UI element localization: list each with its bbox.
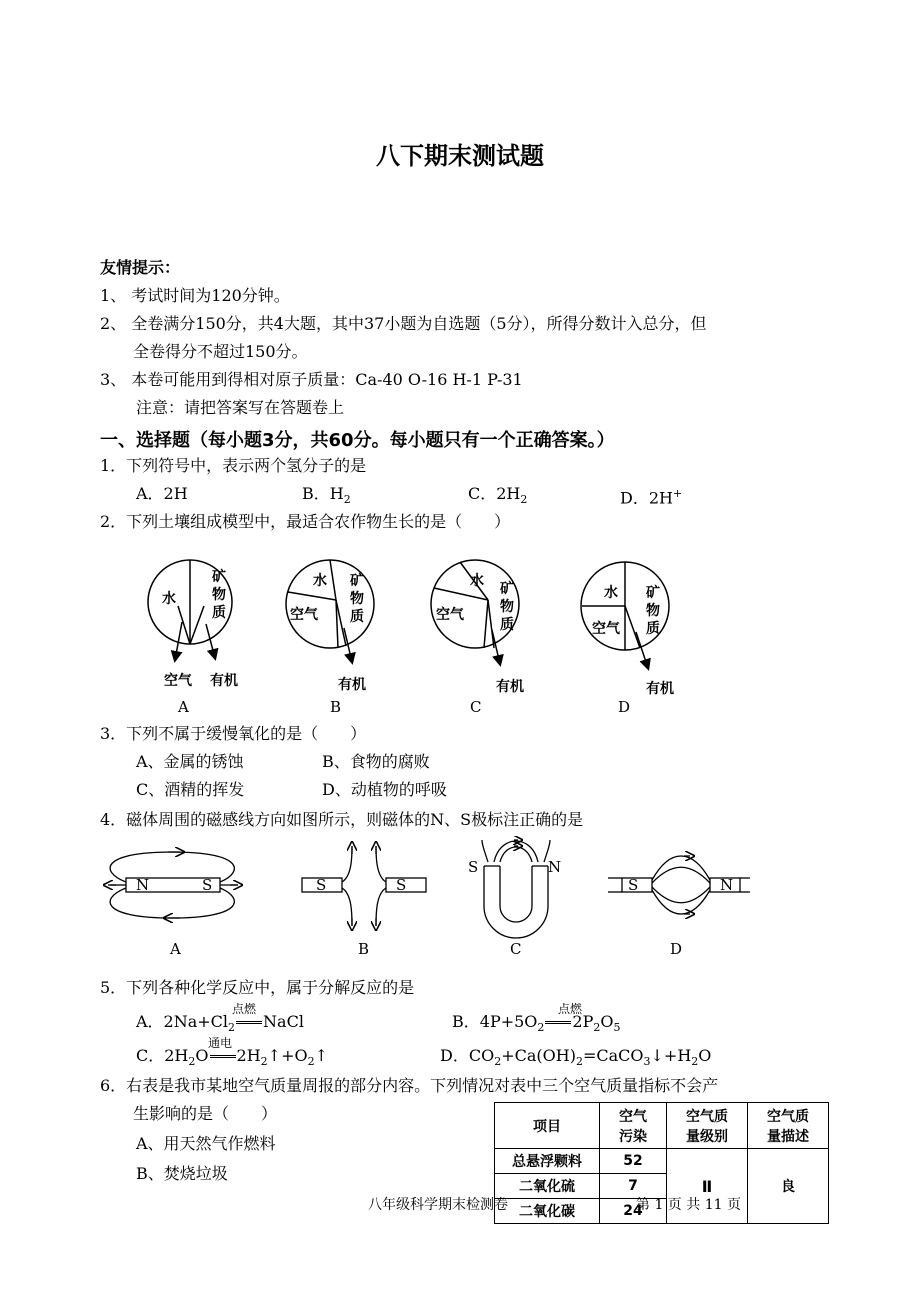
q1-option-d: D．2H+ [620,487,683,508]
q2d-air-label: 空气 [592,621,620,637]
q2c-mineral-2: 物 [500,599,514,615]
q4-option-a: A [170,940,181,958]
q4-stem: 4．磁体周围的磁感线方向如图所示，则磁体的N、S极标注正确的是 [100,810,584,829]
page-title: 八下期末测试题 [376,142,544,170]
q3-option-d: D、动植物的呼吸 [322,780,447,799]
q5-option-b: B．$4P+5O_2$ $2P_2O_5$ [452,1012,621,1035]
q5-stem: 5．下列各种化学反应中，属于分解反应的是 [100,978,415,997]
q1-option-c: C．$2H_2$ [468,484,528,507]
q2-option-c: C [470,698,482,716]
q3-option-c: C、酒精的挥发 [136,780,245,799]
row-item: 总悬浮颗料 [495,1149,600,1174]
q1-option-b: B．$H_2$ [302,484,351,507]
q5-option-c: C．$2H_2O$ $2H_2↑+O_2↑$ [136,1046,328,1069]
footer-title: 八年级科学期末检测卷 [368,1197,508,1213]
section-heading: 一、选择题（每小题3分，共60分。每小题只有一个正确答案。） [100,430,615,451]
tips-heading: 友情提示： [100,258,181,277]
q2b-air-label: 空气 [290,607,318,623]
q5b-condition: 点燃 [558,1002,583,1016]
table-header-desc: 空气质 量描述 [748,1103,829,1149]
q1-option-a: A．2H [136,484,188,503]
table-header-pollution: 空气 污染 [600,1103,667,1149]
q6-option-b: B、焚烧垃圾 [136,1164,228,1183]
q2c-mineral-1: 矿 [500,581,514,597]
row-value: 7 [600,1174,667,1199]
tip-2: 2、 全卷满分150分，共4大题，其中37小题为自选题（5分），所得分数计入总分，但 [100,314,707,333]
row-item: 二氧化碳 [495,1199,600,1224]
q2d-water-label: 水 [604,585,618,601]
q6-stem-1: 6．右表是我市某地空气质量周报的部分内容。下列情况对表中三个空气质量指标不会产 [100,1076,719,1095]
soil-diagrams [0,540,920,720]
q2b-mineral-2: 物 [350,591,364,607]
q2-option-d: D [618,698,631,716]
row-value: 24 [600,1199,667,1224]
q3-stem: 3．下列不属于缓慢氧化的是（ ） [100,724,367,743]
q2c-air-label: 空气 [436,607,464,623]
q4d-n-pole: N [720,876,734,894]
q2d-mineral-3: 质 [646,621,660,637]
q4c-s-pole: S [468,858,479,876]
q4b-s-pole-left: S [316,876,327,894]
row-value: 52 [600,1149,667,1174]
q6-stem-2: 生影响的是（ ） [133,1104,278,1123]
q2a-mineral-2: 物 [212,587,226,603]
q2d-organic-label: 有机 [646,681,674,697]
table-row [495,1149,829,1174]
q2c-water-label: 水 [470,573,484,589]
q2a-water-label: 水 [162,591,176,607]
row-item: 二氧化硫 [495,1174,600,1199]
q2a-air-label: 空气 [164,673,192,689]
q4a-s-pole: S [202,876,213,894]
q2d-mineral-2: 物 [646,603,660,619]
q6-option-a: A、用天然气作燃料 [136,1134,276,1153]
air-quality-desc: 良 [748,1149,829,1224]
q5-option-d: D．$CO_2+Ca(OH)_2=CaCO_3↓+H_2O$ [440,1046,712,1069]
q3-option-a: A、金属的锈蚀 [136,752,244,771]
q2c-mineral-3: 质 [500,617,514,633]
q2a-organic-label: 有机 [210,673,238,689]
q2b-mineral-3: 质 [350,609,364,625]
table-header-item: 项目 [495,1103,600,1149]
q4b-s-pole-right: S [396,876,407,894]
q4d-s-pole: S [628,876,639,894]
q2-option-a: A [178,698,189,716]
air-quality-level: Ⅱ [667,1149,748,1224]
q2d-mineral-1: 矿 [646,585,660,601]
q2a-mineral-1: 矿 [212,569,226,585]
q3-option-b: B、食物的腐败 [322,752,430,771]
q2-option-b: B [330,698,342,716]
q1-stem: 1．下列符号中，表示两个氢分子的是 [100,456,367,475]
q4-option-d: D [670,940,683,958]
q2b-organic-label: 有机 [338,677,366,693]
q2-stem: 2．下列土壤组成模型中，最适合农作物生长的是（ ） [100,512,511,531]
q2c-organic-label: 有机 [496,679,524,695]
q5-option-a: A．$2Na+Cl_2$ NaCl [136,1012,304,1035]
q5a-condition: 点燃 [232,1002,257,1016]
q4-option-c: C [510,940,522,958]
q2b-mineral-1: 矿 [350,573,364,589]
q2b-water-label: 水 [313,573,327,589]
tip-note: 注意：请把答案写在答题卷上 [136,398,345,417]
q4c-n-pole: N [548,858,562,876]
footer-page: 第 1 页 共 11 页 [636,1197,741,1213]
tip-1: 1、 考试时间为120分钟。 [100,286,290,305]
q4-option-b: B [358,940,370,958]
tip-3: 3、 本卷可能用到得相对原子质量：Ca-40 O-16 H-1 P-31 [100,370,523,389]
q4a-n-pole: N [136,876,150,894]
q5c-condition: 通电 [208,1036,233,1050]
tip-2-cont: 全卷得分不超过150分。 [133,342,308,361]
table-header-level: 空气质 量级别 [667,1103,748,1149]
q2a-mineral-3: 质 [212,605,226,621]
